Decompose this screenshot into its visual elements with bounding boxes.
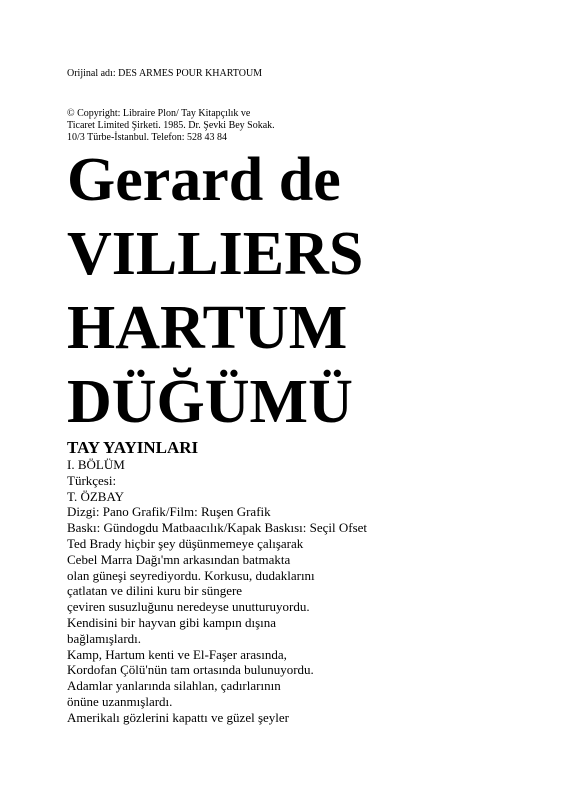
text-line: Kamp, Hartum kenti ve El-Faşer arasında,	[67, 646, 287, 662]
chapter-heading: I. BÖLÜM	[67, 457, 125, 472]
text-line: Adamlar yanlarında silahlan, çadırlarının	[67, 678, 281, 694]
text-line: çatlatan ve dilini kuru bir süngere	[67, 583, 243, 599]
copyright-line: 10/3 Türbe-İstanbul. Telefon: 528 43 84	[67, 132, 228, 143]
typesetting-credit: Dizgi: Pano Grafik/Film: Ruşen Grafik	[67, 504, 271, 520]
publisher-name: TAY YAYINLARI	[67, 438, 199, 457]
text-line: Cebel Marra Dağı'mn arkasından batmakta	[67, 551, 291, 567]
text-line: önüne uzanmışlardı.	[67, 693, 173, 709]
book-title	[67, 143, 363, 439]
text-line: Kordofan Çölü'nün tam ortasında bulunuyordu.	[67, 662, 314, 678]
original-title: Orijinal adı: DES ARMES POUR KHARTOUM	[67, 68, 263, 79]
copyright-notice	[67, 108, 275, 144]
text-line: çeviren susuzluğunu neredeyse unutturuyordu.	[67, 599, 310, 615]
translator-label: Türkçesi:	[67, 472, 117, 488]
translator-name: T. ÖZBAY	[67, 488, 125, 504]
author-last-name: VILLIERS	[67, 220, 364, 288]
text-line: Amerikalı gözlerini kapattı ve güzel şeyler	[67, 709, 289, 725]
text-line: olan güneşi seyrediyordu. Korkusu, dudaklarını	[67, 567, 315, 583]
author-first-name: Gerard de	[67, 146, 341, 214]
copyright-line: Ticaret Limited Şirketi. 1985. Dr. Şevki Bey Sokak.	[67, 120, 275, 131]
copyright-line: © Copyright: Libraire Plon/ Tay Kitapçılık ve	[67, 108, 251, 119]
text-line: Ted Brady hiçbir şey düşünmemeye çalışarak	[67, 535, 304, 551]
title-line-1: HARTUM	[67, 294, 348, 362]
text-line: bağlamışlardı.	[67, 630, 142, 646]
text-line: Kendisini bir hayvan gibi kampın dışına	[67, 614, 277, 630]
printing-credit: Baskı: Gündogdu Matbaacılık/Kapak Baskısı: Seçil Ofset	[67, 520, 368, 536]
body-text	[67, 457, 367, 726]
title-line-2: DÜĞÜMÜ	[67, 368, 353, 436]
